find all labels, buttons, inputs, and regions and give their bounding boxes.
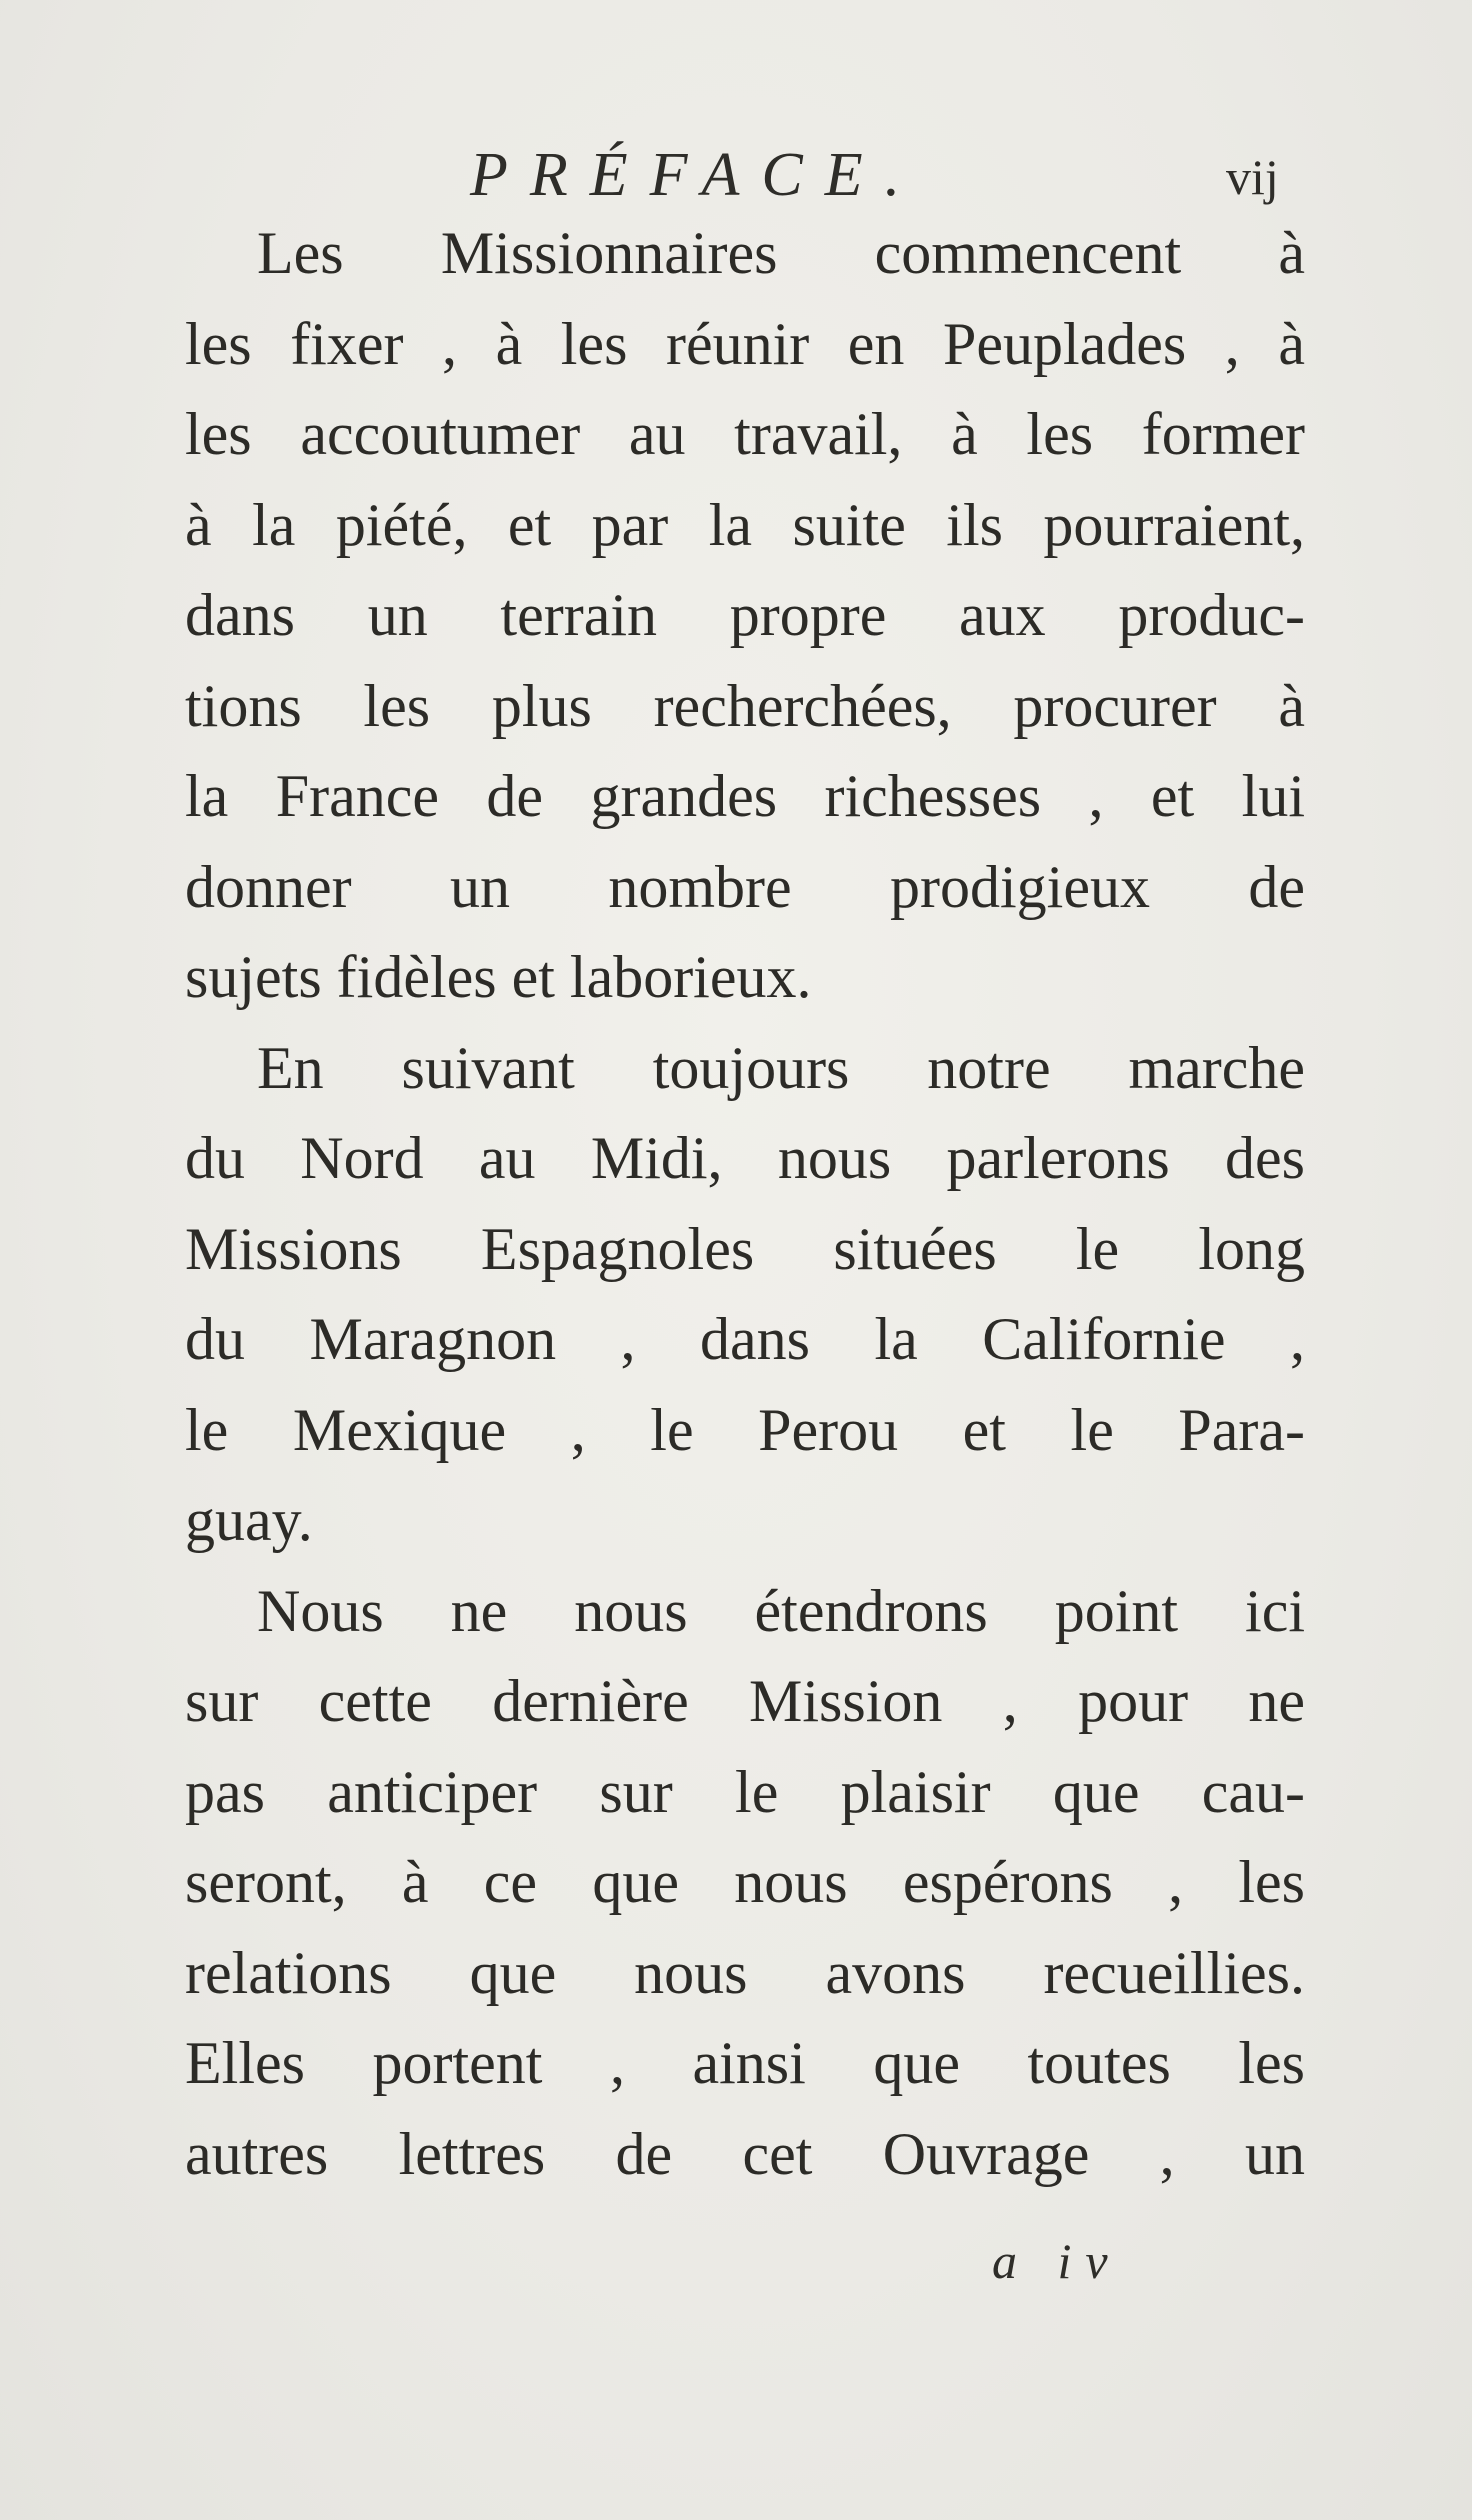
text-line: relations que nous avons recueillies.	[185, 1939, 1305, 2006]
text-line: du Maragnon , dans la Californie ,	[185, 1306, 1305, 1372]
body-text	[185, 208, 1305, 2199]
text-line: tions les plus recherchées, procurer à	[185, 672, 1305, 739]
text-line: dans un terrain propre aux produc-	[185, 582, 1305, 648]
text-line: le Mexique , le Perou et le Para-	[185, 1396, 1305, 1463]
text-line: seront, à ce que nous espérons , les	[185, 1849, 1305, 1915]
text-line: donner un nombre prodigieux de	[185, 853, 1305, 920]
text-line: du Nord au Midi, nous parlerons des	[185, 1125, 1305, 1191]
text-line: Les Missionnaires commencent à	[257, 220, 1305, 286]
running-title: PRÉFACE.	[470, 141, 923, 209]
text-line: En suivant toujours notre marche	[257, 1034, 1305, 1101]
text-line: Missions Espagnoles situées le long	[185, 1215, 1305, 1282]
text-line: à la piété, et par la suite ils pourraient,	[185, 491, 1305, 558]
signature-mark: a iv	[992, 2233, 1122, 2289]
text-line: les accoutumer au travail, à les former	[185, 401, 1305, 467]
text-line: la France de grandes richesses , et lui	[185, 763, 1305, 829]
page-number: vij	[1226, 149, 1279, 205]
text-line: pas anticiper sur le plaisir que cau-	[185, 1758, 1305, 1825]
text-line: sujets fidèles et laborieux.	[185, 944, 812, 1010]
text-line: Elles portent , ainsi que toutes les	[185, 2030, 1305, 2096]
text-line: sur cette dernière Mission , pour ne	[185, 1668, 1305, 1734]
text-line: autres lettres de cet Ouvrage , un	[185, 2120, 1305, 2187]
text-line: Nous ne nous étendrons point ici	[257, 1577, 1305, 1644]
text-line: les fixer , à les réunir en Peuplades , à	[185, 310, 1305, 377]
text-line: guay.	[185, 1487, 313, 1553]
